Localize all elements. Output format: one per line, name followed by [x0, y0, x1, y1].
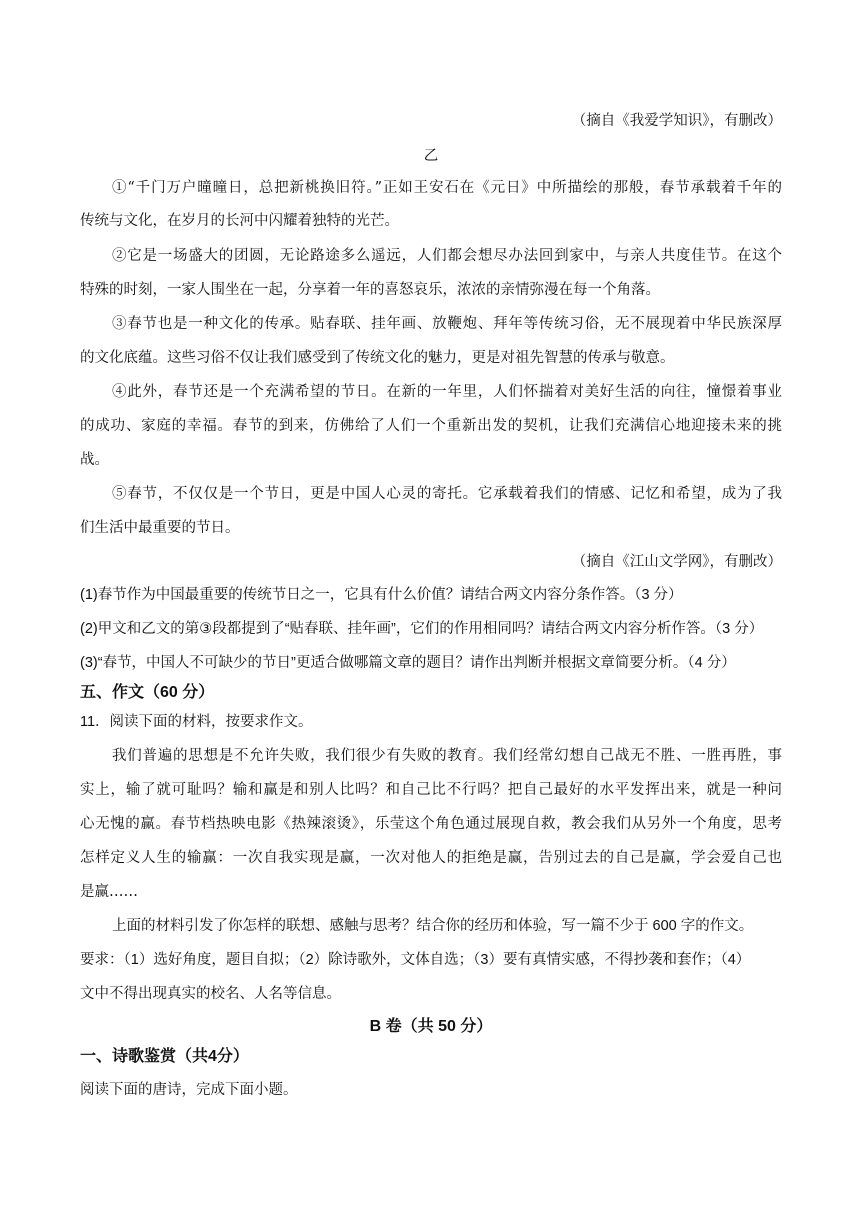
question-1: (1)春节作为中国最重要的传统节日之一，它具有什么价值？请结合两文内容分条作答。（3 分）: [80, 587, 683, 603]
material-line-4: 怎样定义人生的输赢：一次自我实现是赢，一次对他人的拒绝是赢，告别过去的自己是赢，学会爱自己也: [80, 850, 782, 866]
volume-b-title: B 卷（共 50 分）: [369, 1018, 493, 1035]
question-2: (2)甲文和乙文的第③段都提到了“贴春联、挂年画”，它们的作用相同吗？请结合两文内容分析作答。（3 分）: [80, 621, 764, 637]
passage-yi-source: （摘自《江山文学网》，有删改）: [571, 554, 782, 570]
requirement-line-1: 上面的材料引发了你怎样的联想、感触与思考？结合你的经历和体验，写一篇不少于 600 字的作文。: [112, 918, 754, 934]
passage-yi-p2-line1: ②它是一场盛大的团圆，无论路途多么遥远，人们都会想尽办法回到家中，与亲人共度佳节。在这个: [112, 248, 782, 264]
requirement-line-2: 要求：（1）选好角度，题目自拟；（2）除诗歌外，文体自选；（3）要有真情实感，不得抄袭和套作；（4）: [80, 952, 751, 968]
passage-jia-source: （摘自《我爱学知识》，有删改）: [571, 113, 782, 129]
passage-yi-p4-line1: ④此外，春节还是一个充满希望的节日。在新的一年里，人们怀揣着对美好生活的向往，憧憬着事业: [112, 384, 782, 400]
passage-yi-p5-line1: ⑤春节，不仅仅是一个节日，更是中国人心灵的寄托。它承载着我们的情感、记忆和希望，成为了我: [112, 486, 782, 502]
material-line-5: 是赢……: [80, 884, 138, 900]
passage-yi-p4-line2: 的成功、家庭的幸福。春节的到来，仿佛给了人们一个重新出发的契机，让我们充满信心地迎接未来的挑: [80, 418, 782, 434]
poetry-instruction: 阅读下面的唐诗，完成下面小题。: [80, 1082, 298, 1098]
material-line-1: 我们普遍的思想是不允许失败，我们很少有失败的教育。我们经常幻想自己战无不胜、一胜再胜，事: [112, 748, 782, 764]
passage-yi-p2-line2: 特殊的时刻，一家人围坐在一起，分享着一年的喜怒哀乐，浓浓的亲情弥漫在每一个角落。: [80, 282, 660, 298]
passage-yi-p4-line3: 战。: [80, 452, 109, 468]
material-line-3: 心无愧的赢。春节档热映电影《热辣滚烫》，乐莹这个角色通过展现自救，教会我们从另外一个角度，思考: [80, 816, 782, 832]
poetry-section-heading: 一、诗歌鉴赏（共4分）: [80, 1048, 249, 1065]
question-3: (3)“春节，中国人不可缺少的节日”更适合做哪篇文章的题目？请作出判断并根据文章简要分析。（4 分）: [80, 655, 736, 671]
passage-yi-title: 乙: [423, 148, 439, 164]
passage-yi-p5-line2: 们生活中最重要的节日。: [80, 520, 240, 536]
passage-yi-p3-line1: ③春节也是一种文化的传承。贴春联、挂年画、放鞭炮、拜年等传统习俗，无不展现着中华民族深厚: [112, 316, 782, 332]
passage-yi-p1-line2: 传统与文化，在岁月的长河中闪耀着独特的光芒。: [80, 213, 399, 229]
question-11: 11．阅读下面的材料，按要求作文。: [80, 714, 313, 730]
section-5-heading: 五、作文（60 分）: [80, 684, 215, 701]
requirement-line-3: 文中不得出现真实的校名、人名等信息。: [80, 986, 341, 1002]
material-line-2: 实上，输了就可耻吗？输和赢是和别人比吗？和自己比不行吗？把自己最好的水平发挥出来，就是一种问: [80, 782, 782, 798]
passage-yi-p3-line2: 的文化底蕴。这些习俗不仅让我们感受到了传统文化的魅力，更是对祖先智慧的传承与敬意。: [80, 350, 675, 366]
passage-yi-p1-line1: ①“千门万户曈曈日，总把新桃换旧符。”正如王安石在《元日》中所描绘的那般，春节承载着千年的: [112, 180, 782, 196]
exam-page: [80, 0, 782, 1216]
